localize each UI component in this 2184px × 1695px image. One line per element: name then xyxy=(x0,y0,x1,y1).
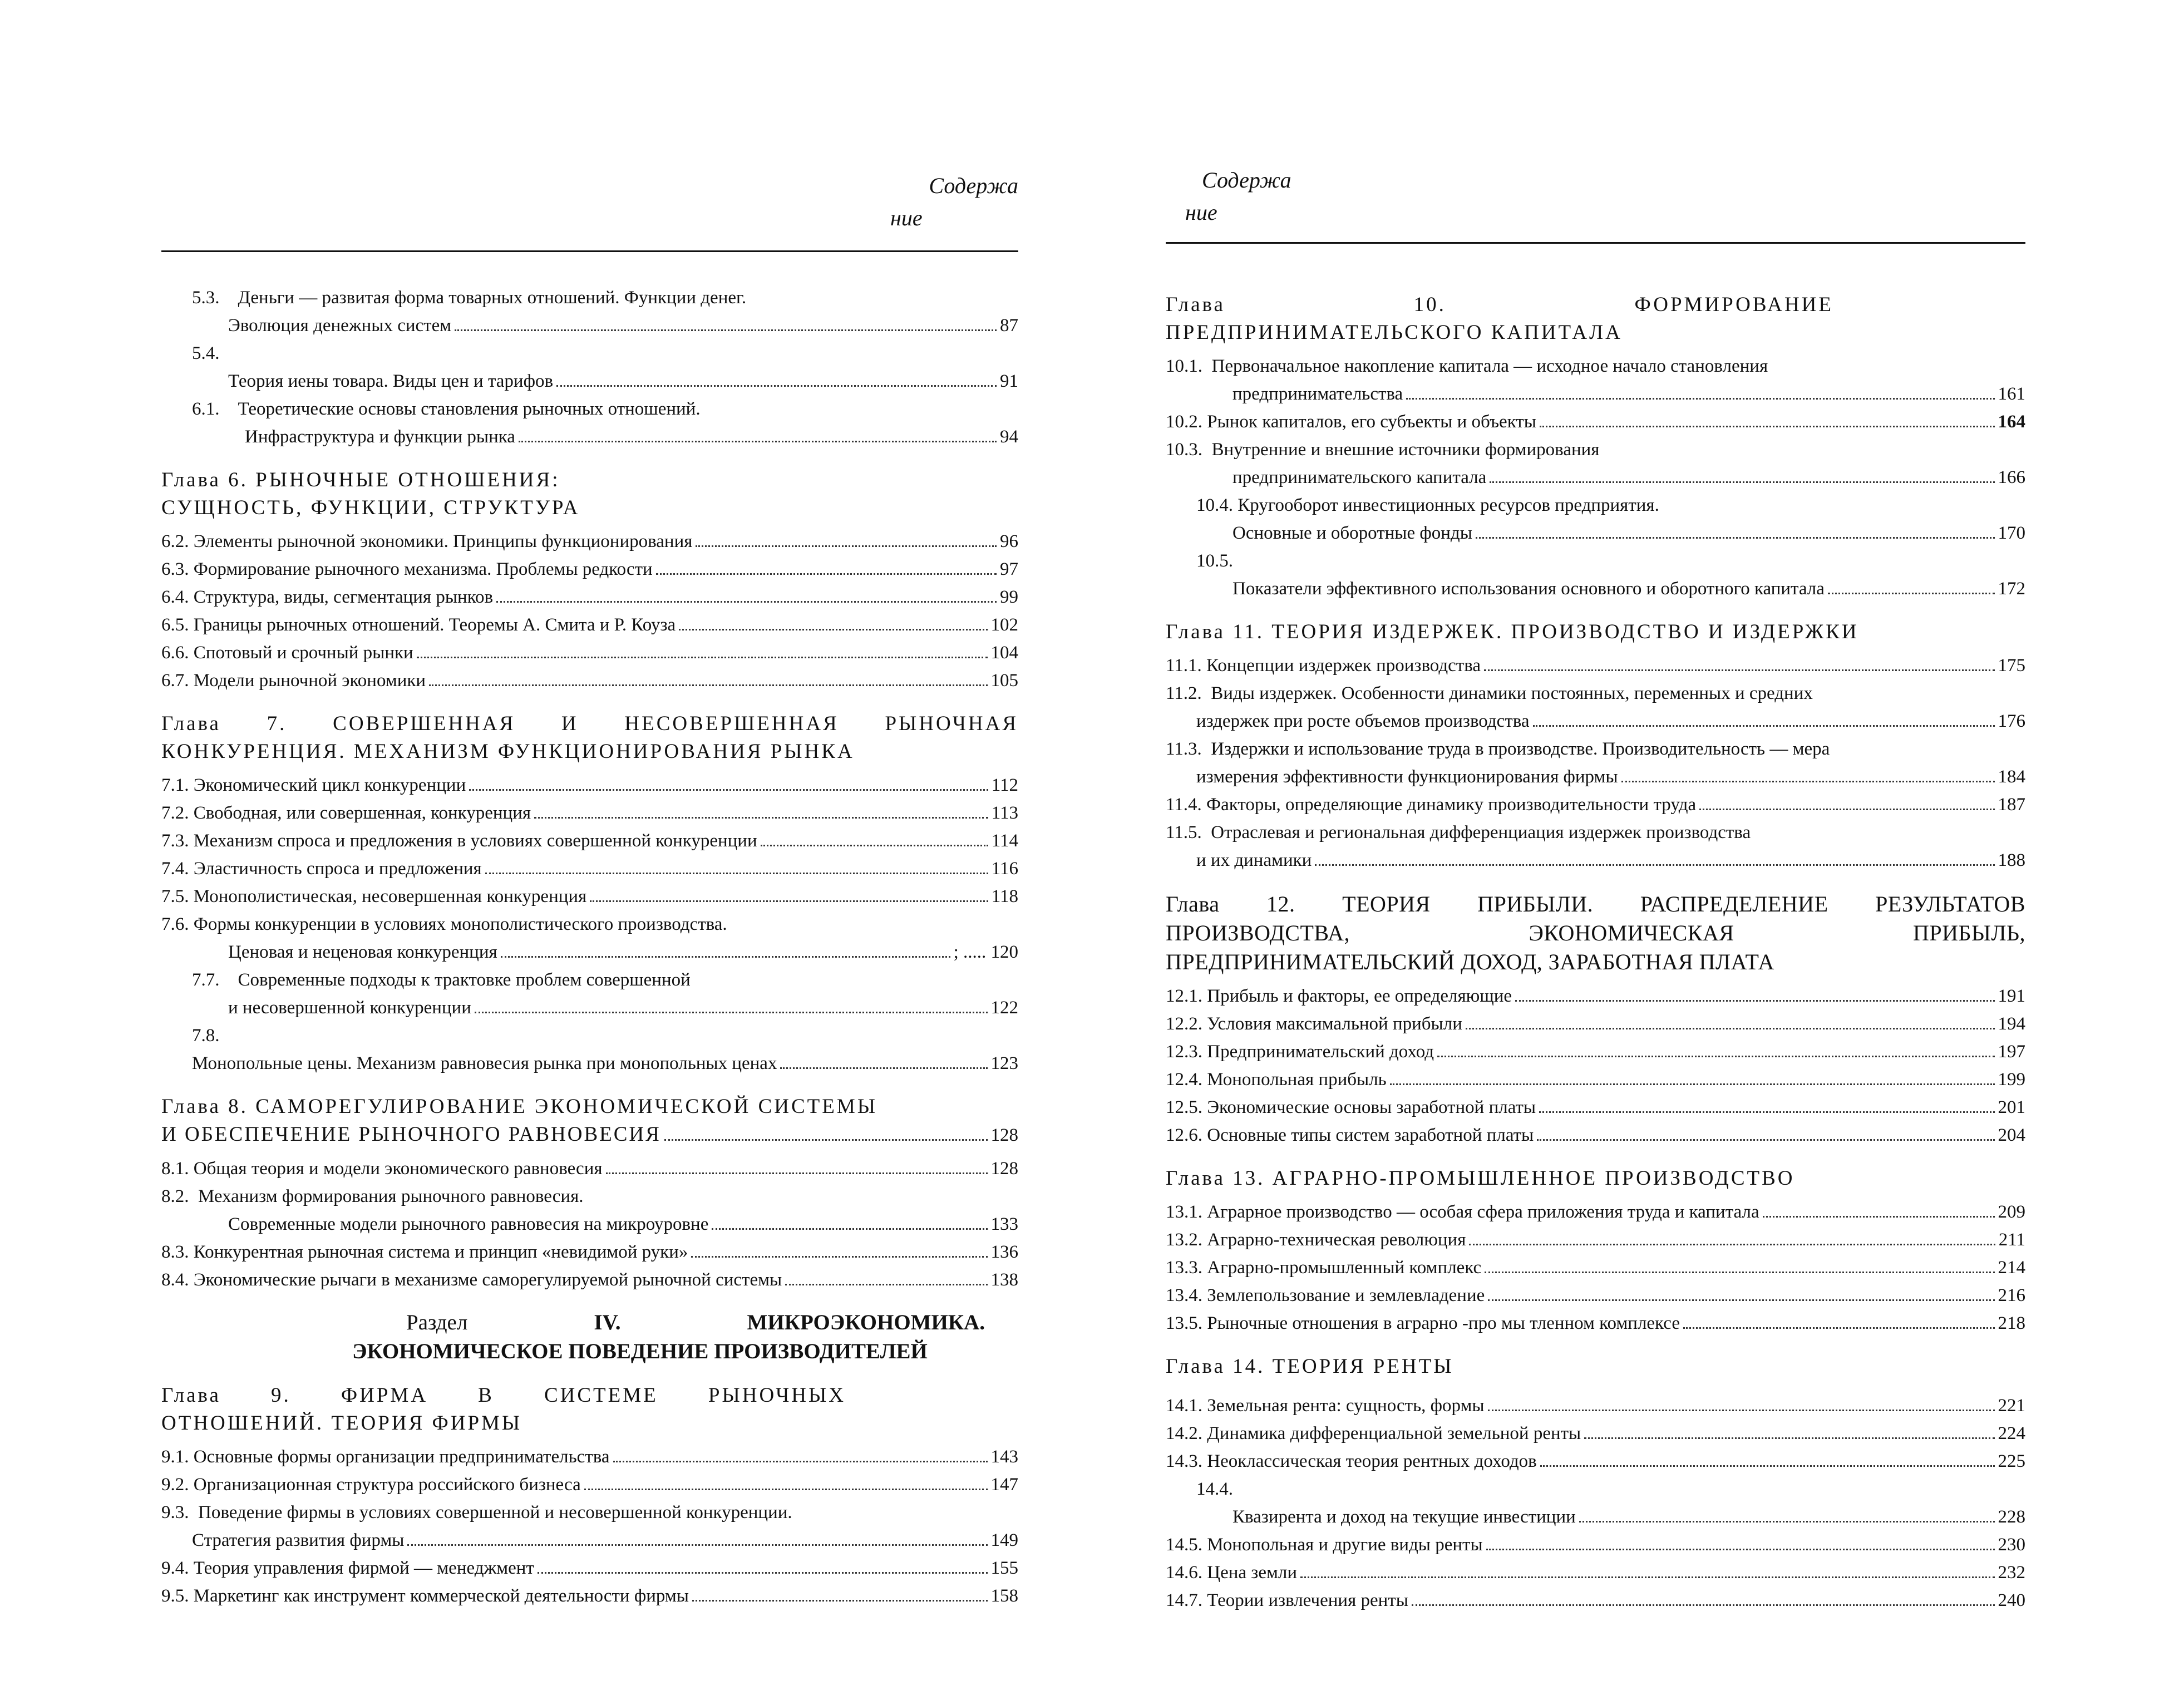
page-number: 201 xyxy=(1998,1097,2025,1117)
chapter-heading xyxy=(161,1382,1018,1437)
entry-title: 13.3. Аграрно-промышленный комплекс xyxy=(1166,1258,1482,1278)
chapter-heading xyxy=(161,466,1018,522)
toc-line: 10.5. xyxy=(1196,551,1233,571)
dot-leader xyxy=(1476,537,1995,539)
toc-entry[interactable] xyxy=(161,1443,1018,1471)
entry-title: 12.5. Экономические основы заработной платы xyxy=(1166,1097,1536,1117)
entry-title: 14.5. Монопольная и другие виды ренты xyxy=(1166,1535,1483,1555)
dot-leader xyxy=(1390,1083,1995,1085)
dot-leader xyxy=(692,1600,988,1602)
dot-leader xyxy=(584,1489,988,1490)
dot-leader xyxy=(1763,1216,1995,1218)
dot-leader xyxy=(1828,593,1995,594)
page-number: 221 xyxy=(1998,1396,2025,1416)
toc-entry[interactable] xyxy=(161,1554,1018,1582)
dot-leader xyxy=(1488,1410,1995,1411)
toc-entry[interactable] xyxy=(161,1155,1018,1182)
toc-entry[interactable] xyxy=(1166,1121,2025,1149)
toc-line: 9.3. Поведение фирмы в условиях совершенной и несовершенной конкуренции. xyxy=(161,1502,792,1522)
entry-title: 7.4. Эластичность спроса и предложения xyxy=(161,859,482,879)
chapter-heading-line: Глава 8. САМОРЕГУЛИРОВАНИЕ ЭКОНОМИЧЕСКОЙ СИСТЕМЫ xyxy=(161,1095,878,1118)
page-number: 232 xyxy=(1998,1563,2025,1583)
toc-entry[interactable] xyxy=(1166,1226,2025,1254)
toc-entry[interactable] xyxy=(1166,1420,2025,1447)
chapter-heading-line: ПРЕДПРИНИМАТЕЛЬСКИЙ ДОХОД, ЗАРАБОТНАЯ ПЛАТА xyxy=(1166,949,1774,974)
toc-entry[interactable] xyxy=(1166,1282,2025,1309)
chapter-heading-line: Глава 14. ТЕОРИЯ РЕНТЫ xyxy=(1166,1355,1454,1378)
entry-title: Ценовая и неценовая конкуренция xyxy=(228,942,497,962)
dot-leader xyxy=(1539,1111,1994,1113)
entry-title: Показатели эффективного использования основного и оборотного капитала xyxy=(1232,579,1825,599)
part-heading-line xyxy=(161,1308,1018,1337)
toc-entry[interactable] xyxy=(161,1526,1018,1554)
entry-title: 12.6. Основные типы систем заработной платы xyxy=(1166,1125,1534,1145)
page-number: 240 xyxy=(1998,1590,2025,1610)
page-number: 102 xyxy=(990,615,1018,635)
toc-entry[interactable] xyxy=(161,611,1018,639)
page-number: 118 xyxy=(991,886,1018,906)
page-number: 128 xyxy=(990,1125,1018,1145)
page-number: 158 xyxy=(990,1586,1018,1606)
toc-line: 11.2. Виды издержек. Особенности динамики постоянных, переменных и средних xyxy=(1166,683,1813,703)
dot-leader xyxy=(1533,725,1995,727)
part-heading-word: Раздел xyxy=(406,1310,468,1334)
toc-line: 7.6. Формы конкуренции в условиях монополистического производства. xyxy=(161,914,727,934)
entry-title: 13.4. Землепользование и землевладение xyxy=(1166,1285,1485,1305)
page-number: 170 xyxy=(1998,523,2025,543)
entry-title: Теория иены товара. Виды цен и тарифов xyxy=(228,371,554,391)
dot-leader xyxy=(519,441,997,442)
entry-title: 14.2. Динамика дифференциальной земельной ренты xyxy=(1166,1423,1581,1443)
page-number: 149 xyxy=(990,1530,1018,1550)
entry-title: 7.3. Механизм спроса и предложения в условиях совершенной конкуренции xyxy=(161,831,757,851)
toc-entry[interactable] xyxy=(1166,1066,2025,1093)
page-number: 114 xyxy=(991,831,1018,851)
toc-line: 8.2. Механизм формирования рыночного равновесия. xyxy=(161,1186,584,1206)
toc-entry[interactable] xyxy=(161,799,1018,827)
entry-title: 10.2. Рынок капиталов, его субъекты и объекты xyxy=(1166,412,1536,432)
entry-title: измерения эффективности функционирования фирмы xyxy=(1196,767,1618,787)
entry-title: 6.7. Модели рыночной экономики xyxy=(161,671,426,691)
toc-entry[interactable] xyxy=(161,1238,1018,1266)
page-number: 128 xyxy=(990,1159,1018,1179)
entry-title: 6.6. Спотовый и срочный рынки xyxy=(161,643,413,663)
page-number: 155 xyxy=(990,1558,1018,1578)
dot-leader xyxy=(1537,1139,1994,1141)
page-number: 218 xyxy=(1998,1313,2025,1333)
entry-title: 14.7. Теории извлечения ренты xyxy=(1166,1590,1408,1610)
toc-entry[interactable] xyxy=(1166,1093,2025,1121)
page-number: 176 xyxy=(1998,711,2025,731)
toc-entry[interactable] xyxy=(1166,791,2025,819)
entry-title: 13.1. Аграрное производство — особая сфера приложения труда и капитала xyxy=(1166,1202,1759,1222)
chapter-heading-line: ОТНОШЕНИЙ. ТЕОРИЯ ФИРМЫ xyxy=(161,1412,522,1435)
entry-title: 7.1. Экономический цикл конкуренции xyxy=(161,775,466,795)
toc-entry[interactable] xyxy=(161,528,1018,555)
toc-entry[interactable] xyxy=(161,1049,1018,1077)
page-number: 225 xyxy=(1998,1451,2025,1471)
dot-leader xyxy=(1437,1056,1994,1057)
chapter-heading-line: Глава 9. ФИРМА В СИСТЕМЕ РЫНОЧНЫХ xyxy=(161,1384,846,1407)
running-head-line: Содержа xyxy=(1202,167,1291,193)
entry-title: предпринимательства xyxy=(1232,384,1403,404)
toc-entry[interactable] xyxy=(161,994,1018,1022)
entry-title: Монопольные цены. Механизм равновесия рынка при монопольных ценах xyxy=(192,1053,777,1073)
entry-title: 9.5. Маркетинг как инструмент коммерческой деятельности фирмы xyxy=(161,1586,689,1606)
dot-leader xyxy=(785,1284,987,1285)
chapter-heading xyxy=(1166,1165,2025,1193)
spacer xyxy=(1166,1386,2025,1392)
page-number: 96 xyxy=(1000,531,1018,551)
toc-entry[interactable] xyxy=(1166,1559,2025,1586)
page-number: 136 xyxy=(990,1242,1018,1262)
toc-entry[interactable] xyxy=(1166,652,2025,679)
dot-leader xyxy=(590,900,988,902)
page-number: 172 xyxy=(1998,579,2025,599)
dot-leader xyxy=(691,1256,987,1258)
toc-entry[interactable] xyxy=(1166,763,2025,791)
header-rule xyxy=(1166,242,2025,244)
entry-title: предпринимательского капитала xyxy=(1232,467,1487,487)
page-number: 122 xyxy=(990,998,1018,1018)
page-number: 147 xyxy=(990,1475,1018,1495)
dot-leader xyxy=(696,545,997,547)
page-number: 87 xyxy=(1000,316,1018,336)
dot-leader xyxy=(407,1544,987,1546)
part-heading-line: ЭКОНОМИЧЕСКОЕ ПОВЕДЕНИЕ ПРОИЗВОДИТЕЛЕЙ xyxy=(352,1339,928,1363)
page-number: 97 xyxy=(1000,559,1018,579)
toc-entry[interactable] xyxy=(1166,1586,2025,1614)
page-number: 138 xyxy=(990,1270,1018,1290)
page-number: 228 xyxy=(1998,1507,2025,1527)
entry-title: 14.6. Цена земли xyxy=(1166,1563,1297,1583)
page-number: 94 xyxy=(1000,427,1018,447)
chapter-heading xyxy=(1166,618,2025,646)
dot-leader xyxy=(1699,809,1994,810)
toc-line: 7.8. xyxy=(192,1026,220,1046)
dot-leader xyxy=(679,629,987,630)
toc-entry[interactable] xyxy=(161,1471,1018,1499)
entry-title: 14.3. Неоклассическая теория рентных доходов xyxy=(1166,1451,1537,1471)
dot-leader xyxy=(1488,1299,1994,1301)
entry-title: 11.1. Концепции издержек производства xyxy=(1166,656,1481,676)
dot-leader xyxy=(429,684,987,686)
entry-title: 9.1. Основные формы организации предпринимательства xyxy=(161,1447,610,1467)
dot-leader xyxy=(1584,1437,1994,1439)
toc-line: 6.1. Теоретические основы становления рыночных отношений. xyxy=(192,399,701,419)
entry-title: 6.3. Формирование рыночного механизма. Проблемы редкости xyxy=(161,559,653,579)
toc-entry[interactable] xyxy=(161,771,1018,799)
running-head xyxy=(874,170,1018,234)
table-of-contents xyxy=(1166,275,2025,1614)
page-number: 91 xyxy=(1000,371,1018,391)
entry-title: 12.1. Прибыль и факторы, ее определяющие xyxy=(1166,986,1512,1006)
toc-entry[interactable] xyxy=(1166,846,2025,874)
toc-entry[interactable] xyxy=(1166,464,2025,491)
toc-line: 14.4. xyxy=(1196,1479,1233,1499)
chapter-heading xyxy=(161,1093,1018,1149)
entry-title: 13.2. Аграрно-техническая революция xyxy=(1166,1230,1466,1250)
toc-entry[interactable] xyxy=(1166,982,2025,1010)
toc-line: 7.7. Современные подходы к трактовке проблем совершенной xyxy=(192,970,691,990)
toc-entry[interactable] xyxy=(161,423,1018,451)
page-number: 113 xyxy=(991,803,1018,823)
page-number: 211 xyxy=(1998,1230,2025,1250)
toc-entry[interactable] xyxy=(1166,1447,2025,1475)
entry-title: 12.3. Предпринимательский доход xyxy=(1166,1042,1434,1062)
page-number: ; ..... 120 xyxy=(953,942,1018,962)
toc-entry[interactable] xyxy=(1166,1309,2025,1337)
dot-leader xyxy=(712,1228,987,1230)
entry-title: 7.2. Свободная, или совершенная, конкуренция xyxy=(161,803,531,823)
chapter-heading-line: Глава 7. СОВЕРШЕННАЯ И НЕСОВЕРШЕННАЯ РЫНОЧНАЯ xyxy=(161,712,1018,735)
dot-leader xyxy=(1412,1604,1995,1606)
chapter-heading xyxy=(161,710,1018,766)
toc-entry[interactable] xyxy=(1166,1531,2025,1559)
page-number: 188 xyxy=(1998,850,2025,870)
page-number: 209 xyxy=(1998,1202,2025,1222)
entry-title: Квазирента и доход на текущие инвестиции xyxy=(1232,1507,1576,1527)
entry-title: Современные модели рыночного равновесия на микроуровне xyxy=(228,1214,709,1234)
toc-line: 10.4. Кругооборот инвестиционных ресурсов предприятия. xyxy=(1196,495,1659,515)
dot-leader xyxy=(1579,1521,1995,1522)
right-page xyxy=(1166,0,2025,1695)
entry-title: 12.2. Условия максимальной прибыли xyxy=(1166,1014,1462,1034)
entry-title: 6.2. Элементы рыночной экономики. Принципы функционирования xyxy=(161,531,693,551)
dot-leader xyxy=(761,845,988,846)
entry-title: издержек при росте объемов производства xyxy=(1196,711,1530,731)
entry-title: и несовершенной конкуренции xyxy=(228,998,471,1018)
page-number: 161 xyxy=(1998,384,2025,404)
dot-leader xyxy=(1485,1272,1994,1273)
page-number: 204 xyxy=(1998,1125,2025,1145)
dot-leader xyxy=(534,817,988,819)
page-number: 105 xyxy=(990,671,1018,691)
page-number: 104 xyxy=(990,643,1018,663)
dot-leader xyxy=(664,1139,988,1141)
entry-title: 11.4. Факторы, определяющие динамику производительности труда xyxy=(1166,795,1697,815)
entry-title: 6.4. Структура, виды, сегментация рынков xyxy=(161,587,494,607)
part-heading xyxy=(161,1308,1018,1366)
table-of-contents xyxy=(161,284,1018,1610)
chapter-heading xyxy=(1166,291,2025,347)
entry-title: и их динамики xyxy=(1196,850,1312,870)
dot-leader xyxy=(656,573,997,575)
chapter-heading-line: ПРЕДПРИНИМАТЕЛЬСКОГО КАПИТАЛА xyxy=(1166,321,1623,344)
toc-entry[interactable] xyxy=(1166,408,2025,436)
page-number: 116 xyxy=(991,859,1018,879)
chapter-heading-line: Глава 6. РЫНОЧНЫЕ ОТНОШЕНИЯ: xyxy=(161,469,560,491)
entry-title: 9.2. Организационная структура российского бизнеса xyxy=(161,1475,581,1495)
page-number: 175 xyxy=(1998,656,2025,676)
page-number: 143 xyxy=(990,1447,1018,1467)
toc-entry[interactable] xyxy=(161,667,1018,694)
dot-leader xyxy=(556,385,997,387)
entry-title: Эволюция денежных систем xyxy=(228,316,452,336)
page-number: 191 xyxy=(1998,986,2025,1006)
toc-entry[interactable] xyxy=(1166,1010,2025,1038)
entry-title: 8.3. Конкурентная рыночная система и принцип «невидимой руки» xyxy=(161,1242,688,1262)
dot-leader xyxy=(1469,1244,1995,1245)
dot-leader xyxy=(1300,1576,1995,1578)
header-rule xyxy=(161,250,1018,252)
toc-entry[interactable] xyxy=(1166,1254,2025,1282)
dot-leader xyxy=(485,873,988,874)
toc-entry[interactable] xyxy=(161,1582,1018,1610)
entry-title: И ОБЕСПЕЧЕНИЕ РЫНОЧНОГО РАВНОВЕСИЯ xyxy=(161,1123,661,1146)
page-number: 197 xyxy=(1998,1042,2025,1062)
page-number: 214 xyxy=(1998,1258,2025,1278)
entry-title: 9.4. Теория управления фирмой — менеджмент xyxy=(161,1558,534,1578)
entry-title: Инфраструктура и функции рынка xyxy=(245,427,515,447)
dot-leader xyxy=(538,1572,988,1574)
dot-leader xyxy=(1683,1327,1995,1329)
toc-entry[interactable] xyxy=(161,555,1018,583)
dot-leader xyxy=(1540,426,1995,427)
left-page xyxy=(161,0,1018,1695)
toc-entry[interactable] xyxy=(1166,380,2025,408)
toc-entry[interactable] xyxy=(161,583,1018,611)
page-number: 199 xyxy=(1998,1070,2025,1090)
toc-entry[interactable] xyxy=(1166,1392,2025,1420)
toc-entry[interactable] xyxy=(161,1210,1018,1238)
dot-leader xyxy=(606,1172,988,1174)
chapter-heading-line: Глава 12. ТЕОРИЯ ПРИБЫЛИ. РАСПРЕДЕЛЕНИЕ РЕЗУЛЬТАТОВ xyxy=(1166,891,2025,917)
chapter-heading-line: Глава 13. АГРАРНО-ПРОМЫШЛЕННОЕ ПРОИЗВОДСТВО xyxy=(1166,1167,1795,1190)
toc-line: 11.3. Издержки и использование труда в производстве. Производительность — мера xyxy=(1166,739,1830,759)
dot-leader xyxy=(501,956,950,958)
toc-entry[interactable] xyxy=(161,312,1018,339)
toc-entry[interactable] xyxy=(161,938,1018,966)
entry-title: 6.5. Границы рыночных отношений. Теоремы А. Смита и Р. Коуза xyxy=(161,615,676,635)
toc-line: 5.3. Деньги — развитая форма товарных отношений. Функции денег. xyxy=(192,288,747,308)
entry-title: 8.1. Общая теория и модели экономического равновесия xyxy=(161,1159,603,1179)
part-heading-word: МИКРОЭКОНОМИКА. xyxy=(747,1310,985,1334)
page-number: 99 xyxy=(1000,587,1018,607)
dot-leader xyxy=(1540,1465,1995,1467)
entry-title: Основные и оборотные фонды xyxy=(1232,523,1472,543)
chapter-heading-line: КОНКУРЕНЦИЯ. МЕХАНИЗМ ФУНКЦИОНИРОВАНИЯ РЫНКА xyxy=(161,740,855,763)
page-number: 194 xyxy=(1998,1014,2025,1034)
chapter-heading xyxy=(1166,1353,2025,1381)
page-number: 224 xyxy=(1998,1423,2025,1443)
toc-entry[interactable] xyxy=(161,639,1018,667)
toc-entry[interactable] xyxy=(1166,1503,2025,1531)
toc-line: 10.3. Внутренние и внешние источники формирования xyxy=(1166,440,1600,460)
dot-leader xyxy=(417,657,988,658)
toc-entry[interactable] xyxy=(161,1266,1018,1294)
page-number: 112 xyxy=(991,775,1018,795)
dot-leader xyxy=(1466,1028,1995,1029)
toc-line: 10.1. Первоначальное накопление капитала — исходное начало становления xyxy=(1166,356,1768,376)
entry-title: 7.5. Монополистическая, несовершенная конкуренция xyxy=(161,886,587,906)
part-heading-word: IV. xyxy=(594,1310,621,1334)
chapter-heading-line: Глава 11. ТЕОРИЯ ИЗДЕРЖЕК. ПРОИЗВОДСТВО И ИЗДЕРЖКИ xyxy=(1166,620,1859,643)
dot-leader xyxy=(1406,398,1994,400)
dot-leader xyxy=(780,1067,987,1069)
dot-leader xyxy=(1621,781,1995,782)
entry-title: Стратегия развития фирмы xyxy=(192,1530,405,1550)
toc-entry[interactable] xyxy=(1166,1198,2025,1226)
dot-leader xyxy=(1315,864,1994,866)
dot-leader xyxy=(455,329,997,331)
toc-entry[interactable] xyxy=(1166,519,2025,547)
page-number: 216 xyxy=(1998,1285,2025,1305)
toc-line: 5.4. xyxy=(192,343,220,363)
running-head-line: Содержа xyxy=(929,173,1018,198)
page-number: 230 xyxy=(1998,1535,2025,1555)
page-number: 133 xyxy=(990,1214,1018,1234)
toc-entry[interactable] xyxy=(1166,1038,2025,1066)
entry-title: 13.5. Рыночные отношения в аграрно -про мы тленном комплексе xyxy=(1166,1313,1680,1333)
page-number: 164 xyxy=(1998,412,2025,432)
toc-line: 11.5. Отраслевая и региональная дифференциация издержек производства xyxy=(1166,822,1751,842)
running-head xyxy=(1185,164,1347,229)
chapter-heading-line: СУЩНОСТЬ, ФУНКЦИИ, СТРУКТУРА xyxy=(161,496,580,519)
chapter-heading xyxy=(1166,890,2025,977)
page-number: 123 xyxy=(990,1053,1018,1073)
entry-title: 14.1. Земельная рента: сущность, формы xyxy=(1166,1396,1485,1416)
entry-title: 12.4. Монопольная прибыль xyxy=(1166,1070,1387,1090)
page-number: 187 xyxy=(1998,795,2025,815)
dot-leader xyxy=(613,1461,988,1462)
toc-entry[interactable] xyxy=(161,1121,1018,1149)
dot-leader xyxy=(496,601,997,603)
toc-entry[interactable] xyxy=(161,855,1018,883)
running-head-line: ние xyxy=(890,205,923,230)
toc-entry[interactable] xyxy=(1166,707,2025,735)
toc-entry[interactable] xyxy=(161,883,1018,910)
dot-leader xyxy=(469,789,988,791)
chapter-heading-line: Глава 10. ФОРМИРОВАНИЕ xyxy=(1166,293,1833,316)
running-head-line: ние xyxy=(1185,200,1217,225)
toc-entry[interactable] xyxy=(161,367,1018,395)
toc-entry[interactable] xyxy=(1166,575,2025,603)
dot-leader xyxy=(1484,669,1995,671)
toc-entry[interactable] xyxy=(161,827,1018,855)
chapter-heading-line: ПРОИЗВОДСТВА, ЭКОНОМИЧЕСКАЯ ПРИБЫЛЬ, xyxy=(1166,920,2025,945)
entry-title: 8.4. Экономические рычаги в механизме саморегулируемой рыночной системы xyxy=(161,1270,782,1290)
dot-leader xyxy=(1515,1000,1994,1002)
dot-leader xyxy=(475,1012,988,1013)
dot-leader xyxy=(1490,481,1994,483)
page-number: 184 xyxy=(1998,767,2025,787)
page-number: 166 xyxy=(1998,467,2025,487)
dot-leader xyxy=(1486,1549,1995,1550)
